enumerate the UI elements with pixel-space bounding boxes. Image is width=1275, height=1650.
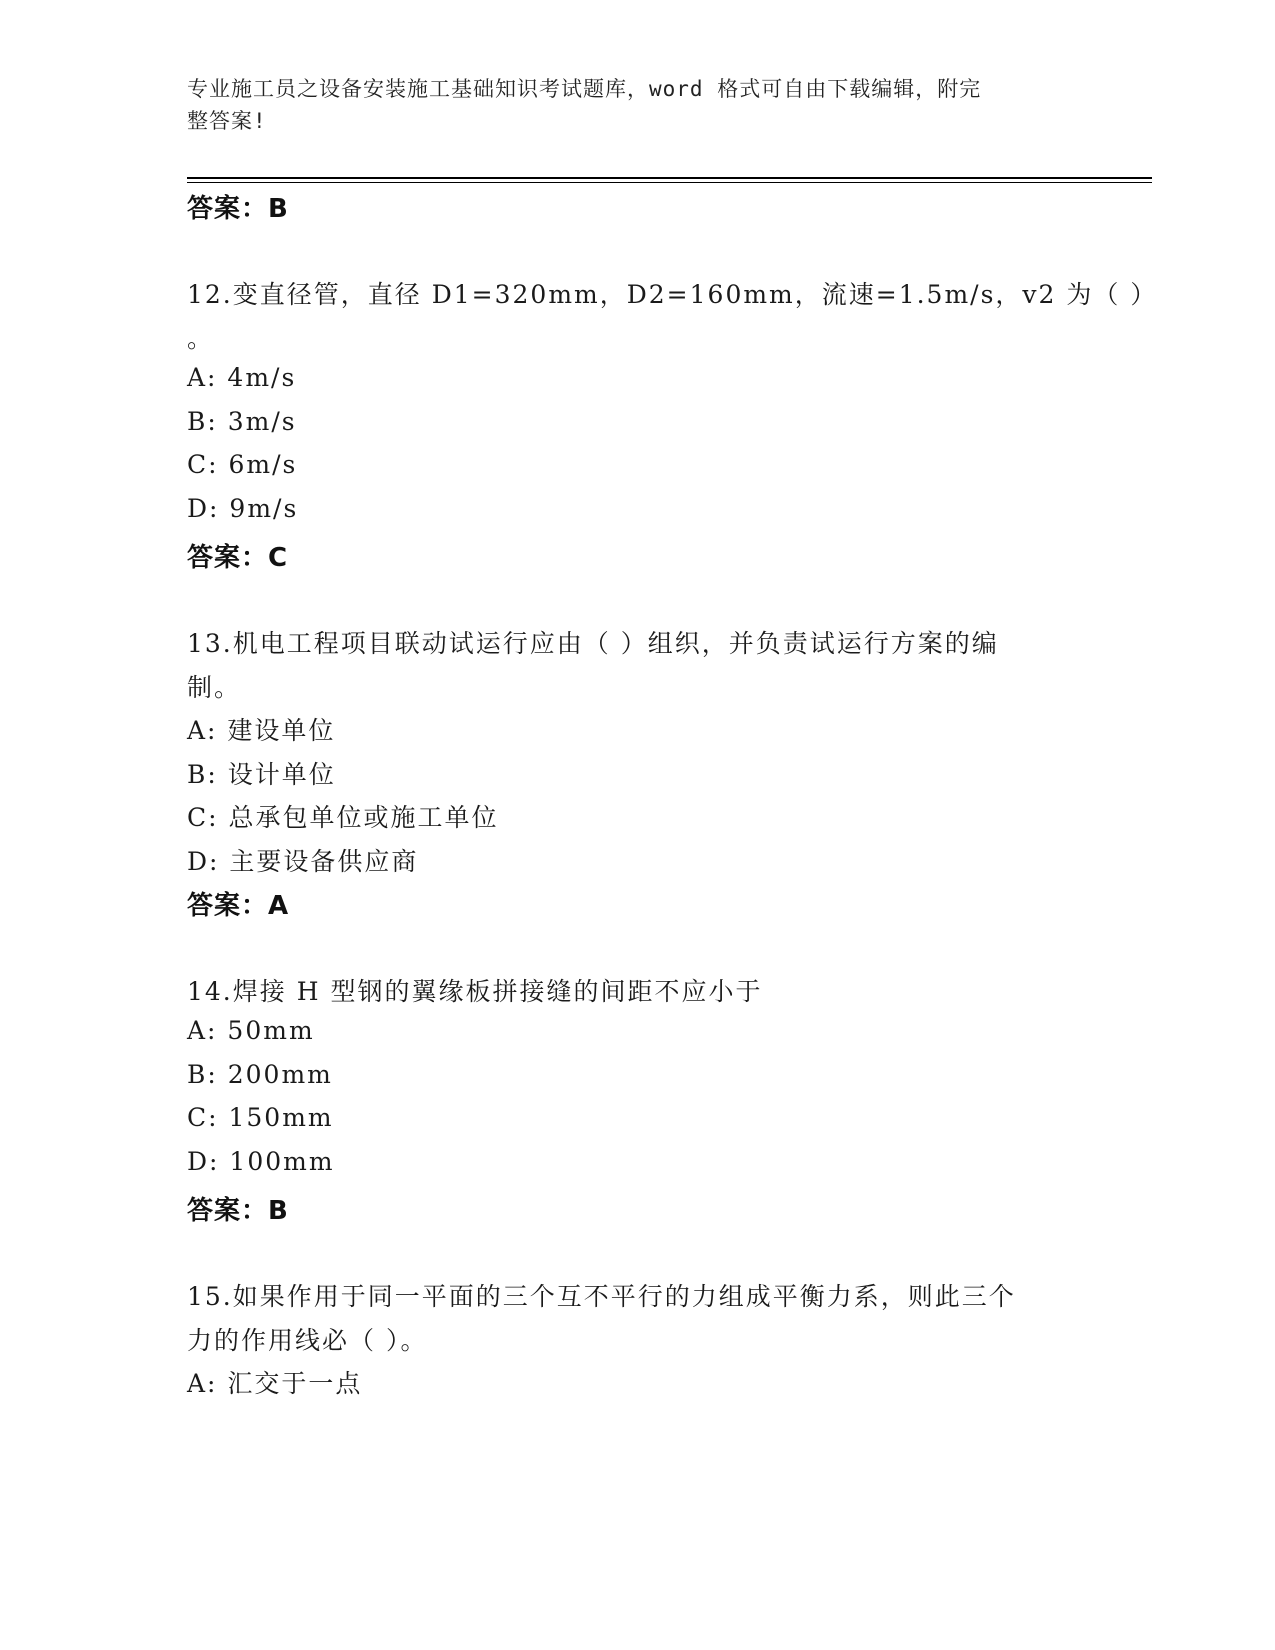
option-b: B: 设计单位 <box>187 760 336 789</box>
option-c: C: 150mm <box>187 1103 334 1132</box>
header-rule-thin <box>187 182 1152 183</box>
question-stem-line: 力的作用线必（ ）。 <box>187 1326 428 1355</box>
question-stem-line: 12.变直径管，直径 D1=320mm，D2=160mm，流速=1.5m/s，v2 为（ ） <box>187 280 1158 309</box>
option-c: C: 6m/s <box>187 450 298 479</box>
question-stem-line: 14.焊接 H 型钢的翼缘板拼接缝的间距不应小于 <box>187 977 763 1006</box>
question-stem-line: 15.如果作用于同一平面的三个互不平行的力组成平衡力系，则此三个 <box>187 1282 1016 1311</box>
question-stem-line: 制。 <box>187 673 242 702</box>
header-line-1: 专业施工员之设备安装施工基础知识考试题库，word 格式可自由下载编辑，附完 <box>187 77 982 101</box>
answer-label: 答案：B <box>187 1196 289 1226</box>
option-a: A: 建设单位 <box>187 716 336 745</box>
question-stem-line: 。 <box>187 324 215 353</box>
answer-label: 答案：A <box>187 891 290 921</box>
option-d: D: 9m/s <box>187 494 299 523</box>
header-rule-thick <box>187 177 1152 179</box>
document-header <box>187 73 1067 137</box>
option-b: B: 3m/s <box>187 407 297 436</box>
option-a: A: 50mm <box>187 1016 315 1045</box>
option-d: D: 主要设备供应商 <box>187 847 419 876</box>
option-a: A: 汇交于一点 <box>187 1369 363 1398</box>
answer-label: 答案：C <box>187 543 289 573</box>
option-d: D: 100mm <box>187 1147 335 1176</box>
answer-label: 答案：B <box>187 194 289 224</box>
header-line-2: 整答案! <box>187 109 267 133</box>
option-b: B: 200mm <box>187 1060 333 1089</box>
option-a: A: 4m/s <box>187 363 297 392</box>
question-stem-line: 13.机电工程项目联动试运行应由（ ）组织，并负责试运行方案的编 <box>187 629 999 658</box>
option-c: C: 总承包单位或施工单位 <box>187 803 499 832</box>
